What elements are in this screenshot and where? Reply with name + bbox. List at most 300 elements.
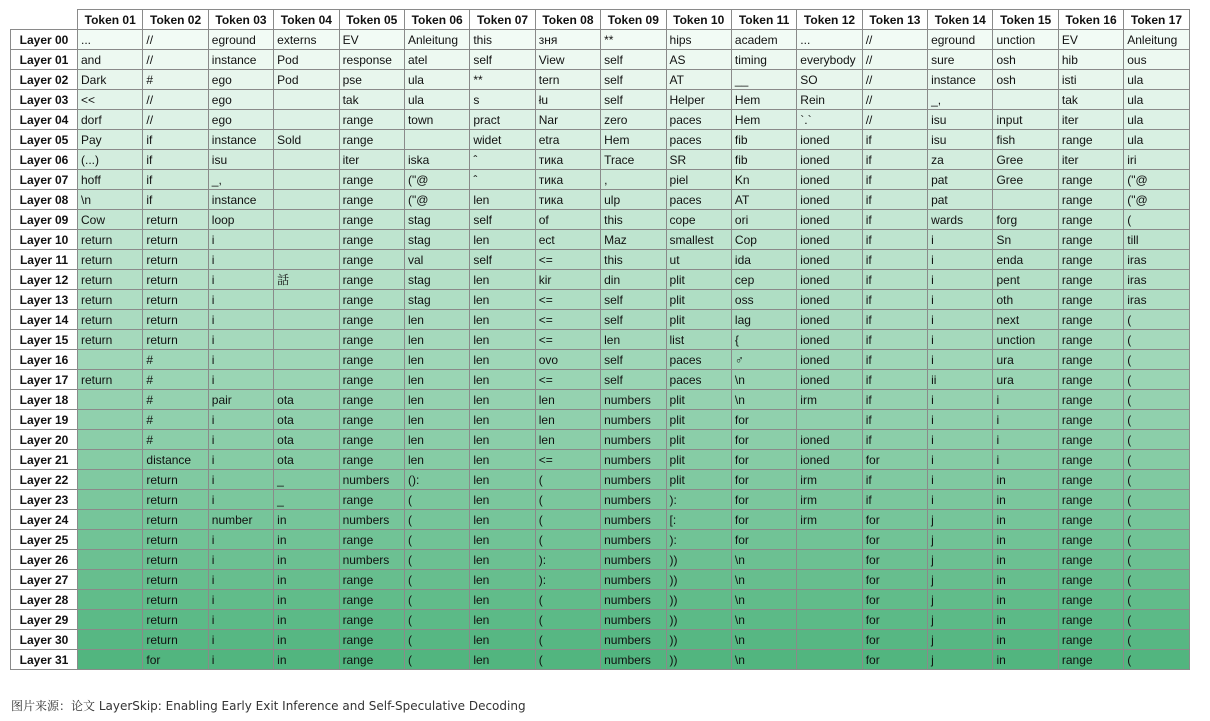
table-row — [11, 350, 1190, 370]
table-cell: za — [928, 150, 993, 170]
table-cell: if — [862, 470, 927, 490]
table-cell: hips — [666, 30, 731, 50]
table-row — [11, 50, 1190, 70]
table-cell: Sold — [274, 130, 339, 150]
table-row — [11, 330, 1190, 350]
table-cell: i — [208, 230, 273, 250]
table-cell: range — [339, 350, 404, 370]
table-cell: ( — [404, 530, 469, 550]
table-row — [11, 610, 1190, 630]
table-cell: j — [928, 610, 993, 630]
table-cell: externs — [274, 30, 339, 50]
table-cell: return — [78, 370, 143, 390]
column-header: Token 10 — [666, 10, 731, 30]
table-cell: academ — [731, 30, 796, 50]
table-cell: irm — [797, 390, 862, 410]
table-cell: isu — [928, 110, 993, 130]
table-cell: \n — [731, 570, 796, 590]
table-row — [11, 470, 1190, 490]
table-cell — [78, 610, 143, 630]
table-cell: \n — [731, 390, 796, 410]
table-cell: len — [535, 390, 600, 410]
table-cell: j — [928, 630, 993, 650]
table-cell: stag — [404, 230, 469, 250]
table-cell: iter — [339, 150, 404, 170]
table-cell: ota — [274, 450, 339, 470]
table-cell — [78, 350, 143, 370]
table-cell: )) — [666, 570, 731, 590]
table-cell: i — [208, 310, 273, 330]
table-cell: // — [143, 30, 208, 50]
table-cell: j — [928, 650, 993, 670]
table-cell: iras — [1124, 290, 1189, 310]
table-cell: len — [470, 510, 535, 530]
table-cell: range — [1058, 290, 1123, 310]
column-header: Token 11 — [731, 10, 796, 30]
table-cell: fish — [993, 130, 1058, 150]
table-cell: Gree — [993, 170, 1058, 190]
table-cell: irm — [797, 490, 862, 510]
table-cell: ( — [404, 570, 469, 590]
table-cell: ioned — [797, 450, 862, 470]
table-cell: this — [470, 30, 535, 50]
table-cell: ( — [535, 530, 600, 550]
table-cell: return — [78, 310, 143, 330]
table-cell: range — [339, 430, 404, 450]
table-cell: return — [78, 250, 143, 270]
table-cell: numbers — [601, 410, 666, 430]
table-cell: in — [993, 510, 1058, 530]
table-cell: numbers — [339, 470, 404, 490]
row-header: Layer 03 — [11, 90, 78, 110]
table-cell — [78, 410, 143, 430]
source-caption: 图片来源：论文 LayerSkip: Enabling Early Exit Inference and Self-Speculative Decoding — [11, 699, 526, 713]
table-cell: i — [993, 390, 1058, 410]
table-row — [11, 250, 1190, 270]
table-cell: EV — [1058, 30, 1123, 50]
table-cell: i — [208, 610, 273, 630]
table-cell: of — [535, 210, 600, 230]
table-cell — [274, 310, 339, 330]
table-cell: , — [601, 170, 666, 190]
table-cell: ( — [1124, 370, 1189, 390]
table-cell: i — [208, 330, 273, 350]
table-cell: ... — [797, 30, 862, 50]
row-header: Layer 23 — [11, 490, 78, 510]
table-cell: timing — [731, 50, 796, 70]
table-cell: if — [862, 230, 927, 250]
table-cell: numbers — [339, 550, 404, 570]
table-cell: ("@ — [404, 190, 469, 210]
table-cell: in — [993, 570, 1058, 590]
table-cell: return — [143, 590, 208, 610]
table-cell — [993, 90, 1058, 110]
table-cell: _, — [928, 90, 993, 110]
table-cell: ioned — [797, 290, 862, 310]
table-cell: range — [1058, 430, 1123, 450]
table-row — [11, 270, 1190, 290]
table-cell: if — [862, 410, 927, 430]
table-cell: ( — [1124, 330, 1189, 350]
table-cell: i — [928, 250, 993, 270]
table-cell: __ — [731, 70, 796, 90]
table-cell: range — [1058, 170, 1123, 190]
table-cell: ioned — [797, 230, 862, 250]
table-cell: ( — [1124, 410, 1189, 430]
table-cell: for — [731, 470, 796, 490]
table-cell: numbers — [601, 390, 666, 410]
row-header: Layer 22 — [11, 470, 78, 490]
table-cell: len — [470, 630, 535, 650]
table-cell: isti — [1058, 70, 1123, 90]
table-cell — [78, 590, 143, 610]
table-row — [11, 550, 1190, 570]
table-cell: i — [208, 430, 273, 450]
table-cell: plit — [666, 410, 731, 430]
table-cell: paces — [666, 110, 731, 130]
table-cell: plit — [666, 470, 731, 490]
table-cell: numbers — [601, 470, 666, 490]
table-cell: )) — [666, 650, 731, 670]
row-header: Layer 04 — [11, 110, 78, 130]
table-cell: ioned — [797, 150, 862, 170]
table-cell: _ — [274, 490, 339, 510]
table-cell: in — [993, 490, 1058, 510]
table-cell: (): — [404, 470, 469, 490]
table-row — [11, 510, 1190, 530]
table-cell: iska — [404, 150, 469, 170]
table-cell: \n — [731, 610, 796, 630]
table-cell: ( — [404, 630, 469, 650]
table-cell — [797, 550, 862, 570]
table-cell — [797, 590, 862, 610]
table-cell: range — [1058, 130, 1123, 150]
table-cell: in — [993, 470, 1058, 490]
table-cell: Pay — [78, 130, 143, 150]
table-cell: sure — [928, 50, 993, 70]
table-cell: range — [1058, 230, 1123, 250]
table-cell: self — [601, 350, 666, 370]
table-cell: zero — [601, 110, 666, 130]
table-cell: return — [78, 330, 143, 350]
table-cell: if — [862, 250, 927, 270]
table-cell: kir — [535, 270, 600, 290]
table-cell: for — [862, 610, 927, 630]
table-cell: if — [862, 270, 927, 290]
table-cell: range — [1058, 330, 1123, 350]
table-cell: atel — [404, 50, 469, 70]
table-cell: in — [993, 610, 1058, 630]
table-cell: ( — [1124, 510, 1189, 530]
table-cell: plit — [666, 430, 731, 450]
table-cell: ioned — [797, 350, 862, 370]
table-cell: j — [928, 510, 993, 530]
table-cell: in — [274, 630, 339, 650]
table-cell — [274, 290, 339, 310]
table-cell: j — [928, 590, 993, 610]
table-cell: EV — [339, 30, 404, 50]
table-cell: for — [731, 530, 796, 550]
table-cell: Pod — [274, 50, 339, 70]
table-cell: тика — [535, 150, 600, 170]
table-cell: return — [143, 470, 208, 490]
table-cell: loop — [208, 210, 273, 230]
table-cell: ous — [1124, 50, 1189, 70]
column-header: Token 05 — [339, 10, 404, 30]
table-cell: ula — [1124, 90, 1189, 110]
table-cell: town — [404, 110, 469, 130]
table-cell: in — [993, 550, 1058, 570]
table-cell: ut — [666, 250, 731, 270]
table-cell — [78, 570, 143, 590]
table-cell: Pod — [274, 70, 339, 90]
table-cell: _, — [208, 170, 273, 190]
table-cell: ioned — [797, 270, 862, 290]
row-header: Layer 21 — [11, 450, 78, 470]
table-cell: i — [928, 230, 993, 250]
table-cell: in — [274, 530, 339, 550]
table-cell: ( — [404, 590, 469, 610]
table-cell: ( — [404, 650, 469, 670]
row-header: Layer 17 — [11, 370, 78, 390]
table-cell: range — [339, 530, 404, 550]
table-cell: i — [208, 530, 273, 550]
row-header: Layer 14 — [11, 310, 78, 330]
table-cell: AT — [731, 190, 796, 210]
table-cell: return — [143, 310, 208, 330]
column-header: Token 13 — [862, 10, 927, 30]
table-cell: ida — [731, 250, 796, 270]
table-cell: osh — [993, 70, 1058, 90]
table-cell: for — [731, 490, 796, 510]
table-cell: ( — [535, 610, 600, 630]
table-cell — [797, 530, 862, 550]
row-header: Layer 10 — [11, 230, 78, 250]
table-cell: Nar — [535, 110, 600, 130]
table-cell: return — [78, 230, 143, 250]
table-cell: # — [143, 410, 208, 430]
table-cell: j — [928, 530, 993, 550]
table-cell: return — [143, 510, 208, 530]
table-cell: <= — [535, 330, 600, 350]
table-cell: return — [143, 630, 208, 650]
table-cell: len — [404, 350, 469, 370]
table-cell: plit — [666, 390, 731, 410]
table-cell — [78, 630, 143, 650]
table-cell: View — [535, 50, 600, 70]
table-cell: len — [404, 450, 469, 470]
table-cell: range — [1058, 450, 1123, 470]
table-cell: ( — [535, 470, 600, 490]
table-cell: till — [1124, 230, 1189, 250]
table-cell: for — [862, 630, 927, 650]
table-cell: paces — [666, 130, 731, 150]
column-header: Token 14 — [928, 10, 993, 30]
table-cell: ( — [404, 550, 469, 570]
table-cell: in — [274, 570, 339, 590]
table-cell: return — [143, 290, 208, 310]
table-cell: ( — [1124, 210, 1189, 230]
table-row — [11, 290, 1190, 310]
table-cell: in — [993, 650, 1058, 670]
table-cell: ( — [1124, 310, 1189, 330]
table-cell: )) — [666, 550, 731, 570]
table-cell: smallest — [666, 230, 731, 250]
table-cell: numbers — [601, 610, 666, 630]
table-cell: ( — [1124, 530, 1189, 550]
table-cell: \n — [78, 190, 143, 210]
table-cell: pat — [928, 170, 993, 190]
table-cell — [797, 610, 862, 630]
table-cell: Hem — [731, 90, 796, 110]
table-cell: i — [928, 310, 993, 330]
row-header: Layer 15 — [11, 330, 78, 350]
table-cell: if — [143, 130, 208, 150]
table-cell: self — [470, 250, 535, 270]
table-cell: len — [470, 350, 535, 370]
table-row — [11, 450, 1190, 470]
table-cell: irm — [797, 470, 862, 490]
table-cell: plit — [666, 270, 731, 290]
table-cell: ( — [1124, 450, 1189, 470]
table-row — [11, 170, 1190, 190]
row-header: Layer 24 — [11, 510, 78, 530]
table-row — [11, 490, 1190, 510]
table-cell: pse — [339, 70, 404, 90]
table-cell: i — [208, 490, 273, 510]
table-cell: in — [274, 510, 339, 530]
table-cell: зня — [535, 30, 600, 50]
table-cell: range — [339, 490, 404, 510]
table-row — [11, 570, 1190, 590]
table-cell: plit — [666, 450, 731, 470]
row-header: Layer 19 — [11, 410, 78, 430]
table-cell: instance — [208, 50, 273, 70]
table-cell — [78, 390, 143, 410]
table-cell: if — [862, 370, 927, 390]
table-cell: range — [339, 130, 404, 150]
table-cell: fib — [731, 150, 796, 170]
table-cell: this — [601, 250, 666, 270]
table-cell: ioned — [797, 130, 862, 150]
table-cell: Rein — [797, 90, 862, 110]
table-cell: ( — [535, 650, 600, 670]
table-row — [11, 90, 1190, 110]
table-cell: cep — [731, 270, 796, 290]
column-header: Token 03 — [208, 10, 273, 30]
table-cell: j — [928, 550, 993, 570]
table-cell: // — [862, 70, 927, 90]
table-cell: len — [470, 370, 535, 390]
table-cell: i — [993, 450, 1058, 470]
table-cell: ula — [404, 90, 469, 110]
table-cell: osh — [993, 50, 1058, 70]
row-header: Layer 28 — [11, 590, 78, 610]
table-cell: <= — [535, 250, 600, 270]
table-cell: ota — [274, 390, 339, 410]
table-cell — [274, 350, 339, 370]
table-cell: ioned — [797, 370, 862, 390]
table-cell: paces — [666, 370, 731, 390]
table-cell — [78, 550, 143, 570]
table-cell: range — [339, 410, 404, 430]
table-cell — [797, 570, 862, 590]
table-cell: for — [731, 450, 796, 470]
table-cell: i — [208, 350, 273, 370]
table-cell: return — [143, 270, 208, 290]
table-cell: ( — [1124, 490, 1189, 510]
table-cell: piel — [666, 170, 731, 190]
table-cell: din — [601, 270, 666, 290]
row-header: Layer 18 — [11, 390, 78, 410]
table-cell — [78, 490, 143, 510]
table-cell: # — [143, 430, 208, 450]
table-cell: input — [993, 110, 1058, 130]
table-cell — [78, 510, 143, 530]
table-cell: <= — [535, 290, 600, 310]
table-cell: i — [208, 630, 273, 650]
table-cell: ("@ — [404, 170, 469, 190]
table-cell: )) — [666, 610, 731, 630]
table-cell: plit — [666, 310, 731, 330]
table-cell: hoff — [78, 170, 143, 190]
table-cell: stag — [404, 290, 469, 310]
table-cell: iras — [1124, 250, 1189, 270]
table-cell: dorf — [78, 110, 143, 130]
table-cell — [274, 150, 339, 170]
table-cell: eground — [928, 30, 993, 50]
table-cell: \n — [731, 550, 796, 570]
table-cell: { — [731, 330, 796, 350]
column-header: Token 15 — [993, 10, 1058, 30]
table-cell: len — [535, 410, 600, 430]
table-cell: return — [143, 250, 208, 270]
row-header: Layer 02 — [11, 70, 78, 90]
table-cell: len — [470, 650, 535, 670]
table-cell: ioned — [797, 310, 862, 330]
row-header: Layer 07 — [11, 170, 78, 190]
table-cell: len — [470, 490, 535, 510]
table-cell — [274, 330, 339, 350]
table-cell: lag — [731, 310, 796, 330]
table-cell: paces — [666, 350, 731, 370]
table-cell: range — [339, 390, 404, 410]
table-cell: ovo — [535, 350, 600, 370]
table-cell: ( — [404, 490, 469, 510]
table-cell — [404, 130, 469, 150]
table-cell: i — [208, 250, 273, 270]
table-row — [11, 390, 1190, 410]
table-cell: range — [1058, 350, 1123, 370]
table-cell: ( — [404, 510, 469, 530]
table-cell: Trace — [601, 150, 666, 170]
table-cell: for — [731, 410, 796, 430]
table-cell: range — [1058, 510, 1123, 530]
table-cell: len — [470, 290, 535, 310]
table-row — [11, 130, 1190, 150]
table-cell — [274, 110, 339, 130]
table-cell: iras — [1124, 270, 1189, 290]
table-cell: Helper — [666, 90, 731, 110]
row-header: Layer 06 — [11, 150, 78, 170]
table-cell: plit — [666, 290, 731, 310]
table-cell: Dark — [78, 70, 143, 90]
table-cell: instance — [208, 130, 273, 150]
table-cell: return — [143, 490, 208, 510]
table-cell: ioned — [797, 190, 862, 210]
table-cell: isu — [208, 150, 273, 170]
table-cell: ( — [535, 510, 600, 530]
